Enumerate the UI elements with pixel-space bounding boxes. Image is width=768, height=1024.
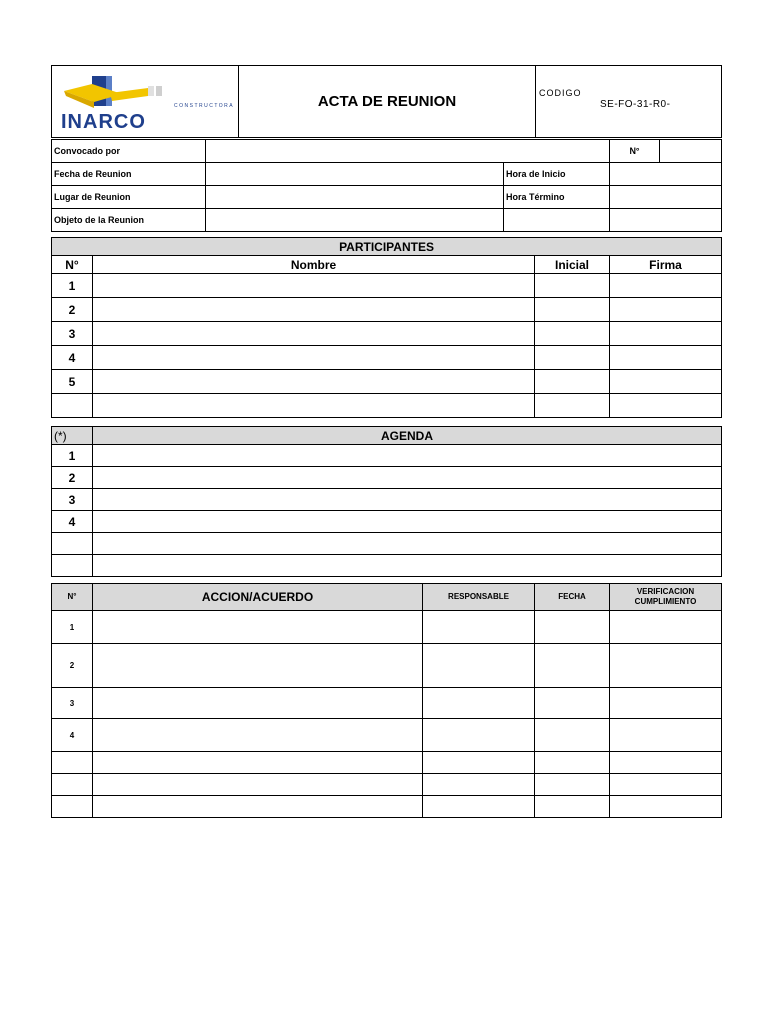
inarco-logo-icon [52,66,237,132]
agenda-title: AGENDA [93,427,722,445]
agenda-num: 3 [52,489,93,511]
participante-inicial[interactable] [535,370,610,394]
numero-label: N° [610,140,660,163]
agenda-item-field[interactable] [93,467,722,489]
participante-nombre[interactable] [93,346,535,370]
lugar-label: Lugar de Reunion [52,186,206,209]
responsable-field[interactable] [423,688,535,719]
responsable-field[interactable] [423,644,535,688]
accion-num [52,752,93,774]
acciones-col-verificacion: VERIFICACION CUMPLIMIENTO [610,584,722,611]
participante-firma[interactable] [610,274,722,298]
participante-nombre[interactable] [93,298,535,322]
participante-num: 3 [52,322,93,346]
fecha-field[interactable] [535,611,610,644]
objeto-extra-field-2[interactable] [610,209,722,232]
agenda-item-field[interactable] [93,533,722,555]
participantes-col-inicial: Inicial [535,256,610,274]
participante-firma[interactable] [610,370,722,394]
responsable-field[interactable] [423,611,535,644]
accion-field[interactable] [93,774,423,796]
participante-inicial[interactable] [535,298,610,322]
fecha-field[interactable] [535,774,610,796]
participante-num: 1 [52,274,93,298]
verificacion-field[interactable] [610,719,722,752]
participante-num: 2 [52,298,93,322]
participante-inicial[interactable] [535,322,610,346]
participante-nombre[interactable] [93,274,535,298]
meeting-info [51,139,721,232]
numero-field[interactable] [660,140,722,163]
accion-field[interactable] [93,611,423,644]
fecha-field[interactable] [535,644,610,688]
responsable-field[interactable] [423,796,535,818]
fecha-label: Fecha de Reunion [52,163,206,186]
hora-termino-label: Hora Término [504,186,610,209]
fecha-field[interactable] [206,163,504,186]
agenda-num: 1 [52,445,93,467]
participante-nombre[interactable] [93,394,535,418]
participante-firma[interactable] [610,322,722,346]
accion-field[interactable] [93,752,423,774]
agenda-num: 4 [52,511,93,533]
codigo-label: CODIGO [539,88,582,98]
verificacion-field[interactable] [610,752,722,774]
participantes-section [51,237,721,418]
fecha-field[interactable] [535,796,610,818]
participante-num [52,394,93,418]
acciones-section [51,583,721,818]
participantes-col-num: N° [52,256,93,274]
fecha-field[interactable] [535,719,610,752]
accion-num [52,774,93,796]
verificacion-field[interactable] [610,644,722,688]
hora-inicio-field[interactable] [610,163,722,186]
agenda-item-field[interactable] [93,445,722,467]
responsable-field[interactable] [423,752,535,774]
fecha-field[interactable] [535,688,610,719]
acciones-col-fecha: FECHA [535,584,610,611]
accion-num: 4 [52,719,93,752]
fecha-field[interactable] [535,752,610,774]
codigo-value: SE-FO-31-R0- [600,99,671,110]
responsable-field[interactable] [423,774,535,796]
acciones-col-num: N° [52,584,93,611]
objeto-label: Objeto de la Reunion [52,209,206,232]
participante-firma[interactable] [610,298,722,322]
accion-field[interactable] [93,719,423,752]
svg-text:CONSTRUCTORA: CONSTRUCTORA [174,103,235,109]
form-title: ACTA DE REUNION [239,66,536,138]
verificacion-field[interactable] [610,774,722,796]
hora-inicio-label: Hora de Inicio [504,163,610,186]
participante-firma[interactable] [610,394,722,418]
hora-termino-field[interactable] [610,186,722,209]
codigo-cell [536,66,722,138]
accion-field[interactable] [93,796,423,818]
convocado-label: Convocado por [52,140,206,163]
acciones-col-accion: ACCION/ACUERDO [93,584,423,611]
objeto-extra-field[interactable] [504,209,610,232]
participante-nombre[interactable] [93,370,535,394]
participante-num: 5 [52,370,93,394]
participante-num: 4 [52,346,93,370]
participantes-col-nombre: Nombre [93,256,535,274]
agenda-item-field[interactable] [93,489,722,511]
agenda-num: 2 [52,467,93,489]
participante-inicial[interactable] [535,346,610,370]
lugar-field[interactable] [206,186,504,209]
agenda-num [52,555,93,577]
agenda-item-field[interactable] [93,511,722,533]
agenda-item-field[interactable] [93,555,722,577]
participantes-title: PARTICIPANTES [52,238,722,256]
convocado-field[interactable] [206,140,610,163]
participante-inicial[interactable] [535,274,610,298]
accion-num: 2 [52,644,93,688]
participantes-col-firma: Firma [610,256,722,274]
verificacion-field[interactable] [610,796,722,818]
company-logo [52,66,239,138]
acciones-col-responsable: RESPONSABLE [423,584,535,611]
participante-inicial[interactable] [535,394,610,418]
agenda-marker: (*) [52,427,93,445]
verificacion-field[interactable] [610,688,722,719]
accion-num [52,796,93,818]
accion-num: 3 [52,688,93,719]
participante-nombre[interactable] [93,322,535,346]
svg-text:INARCO: INARCO [61,111,146,132]
agenda-section [51,426,721,577]
participante-firma[interactable] [610,346,722,370]
accion-field[interactable] [93,688,423,719]
accion-field[interactable] [93,644,423,688]
objeto-field[interactable] [206,209,504,232]
responsable-field[interactable] [423,719,535,752]
accion-num: 1 [52,611,93,644]
verificacion-field[interactable] [610,611,722,644]
form-header [51,65,721,138]
agenda-num [52,533,93,555]
